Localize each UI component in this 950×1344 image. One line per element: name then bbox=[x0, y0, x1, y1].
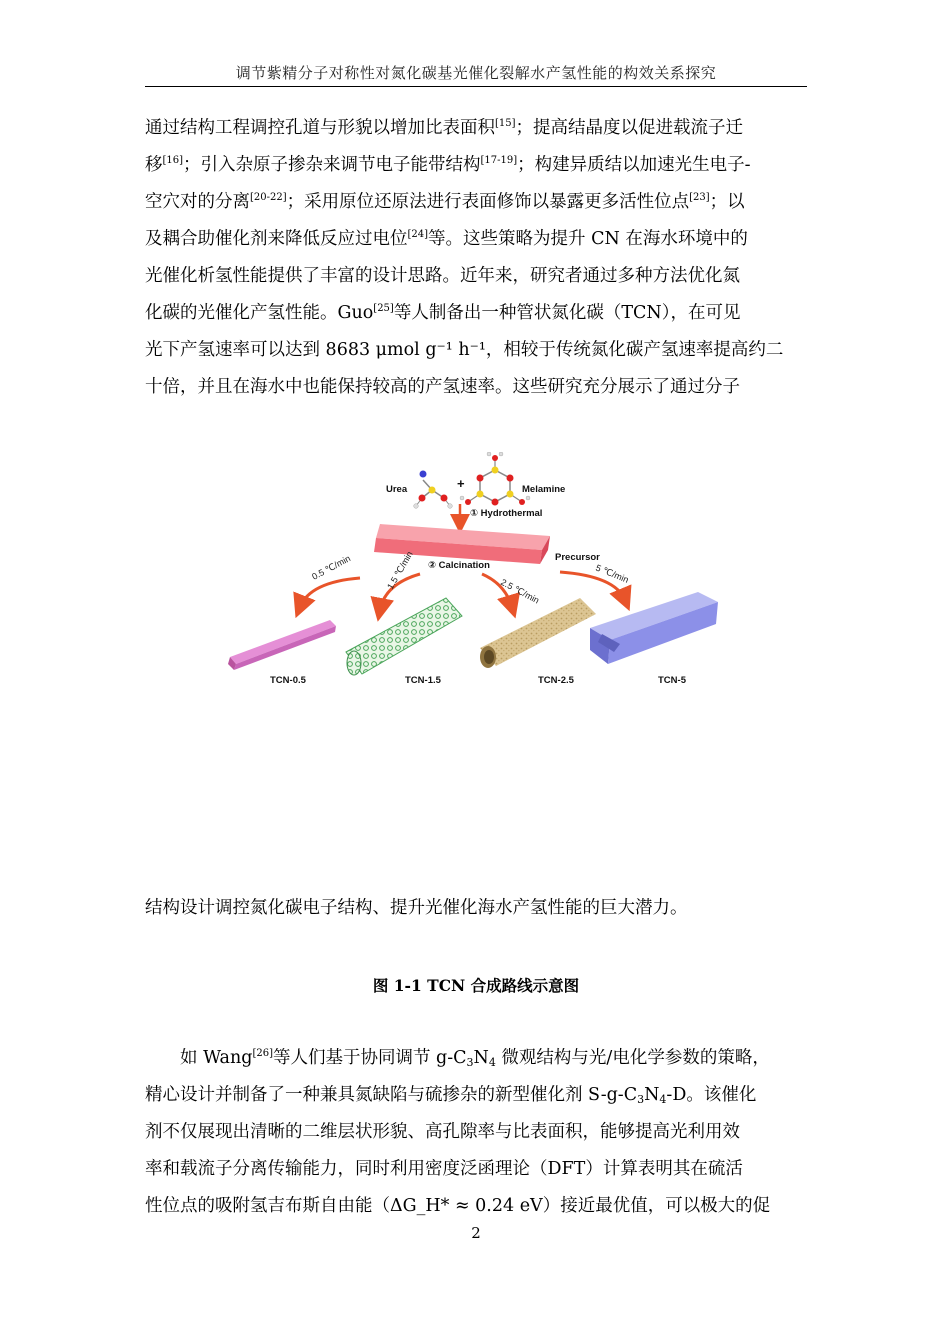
citation: [17-19] bbox=[480, 155, 518, 166]
page-number: 2 bbox=[471, 1224, 481, 1242]
paragraph-2 bbox=[145, 890, 807, 927]
plus-sign: + bbox=[457, 476, 465, 491]
urea-label: Urea bbox=[386, 484, 408, 495]
tcn-synthesis-figure bbox=[210, 452, 740, 692]
citation: [23] bbox=[689, 192, 710, 203]
tcn-0-5-label: TCN-0.5 bbox=[270, 675, 306, 686]
citation: [26] bbox=[252, 1048, 273, 1059]
p1-line-1: 通过结构工程调控孔道与形貌以增加比表面积[15]；提高结晶度以促进载流子迁 bbox=[145, 118, 744, 138]
header-rule bbox=[145, 86, 807, 87]
p1-line-5: 光催化析氢性能提供了丰富的设计思路。近年来，研究者通过多种方法优化氮 bbox=[145, 266, 740, 286]
citation: [24] bbox=[407, 229, 429, 240]
p1-line-3: 空穴对的分离[20-22]；采用原位还原法进行表面修饰以暴露更多活性位点[23]；以 bbox=[145, 192, 745, 212]
melamine-label: Melamine bbox=[522, 484, 566, 495]
tcn-1-5-product bbox=[346, 598, 462, 675]
rate-label-2-5: 2.5 ℃/min bbox=[499, 576, 541, 606]
tcn-1-5-label: TCN-1.5 bbox=[405, 675, 441, 686]
p1-line-7: 光下产氢速率可以达到 8683 μmol g⁻¹ h⁻¹，相较于传统氮化碳产氢速率提高约二 bbox=[145, 340, 784, 360]
tcn-5-label: TCN-5 bbox=[658, 675, 686, 686]
rate-label-1-5: 1.5 ℃/min bbox=[385, 549, 415, 591]
p3-line-3: 剂不仅展现出清晰的二维层状形貌、高孔隙率与比表面积，能够提高光利用效 bbox=[145, 1122, 740, 1142]
paragraph-3 bbox=[145, 1040, 807, 1225]
p2-line-1: 结构设计调控氮化碳电子结构、提升光催化海水产氢性能的巨大潜力。 bbox=[145, 898, 688, 918]
citation: [25] bbox=[373, 303, 394, 314]
melamine-molecule-icon bbox=[460, 452, 530, 506]
citation: [16] bbox=[162, 155, 184, 166]
p1-line-8: 十倍，并且在海水中也能保持较高的产氢速率。这些研究充分展示了通过分子 bbox=[145, 377, 740, 397]
p3-line-5: 性位点的吸附氢吉布斯自由能（ΔG_H* ≈ 0.24 eV）接近最优值，可以极大的促 bbox=[145, 1196, 771, 1216]
tcn-2-5-label: TCN-2.5 bbox=[538, 675, 574, 686]
running-header: 调节紫精分子对称性对氮化碳基光催化裂解水产氢性能的构效关系探究 bbox=[235, 64, 717, 82]
precursor-label: Precursor bbox=[555, 552, 600, 563]
rate-label-0-5: 0.5 ℃/min bbox=[310, 553, 353, 582]
p3-line-1: 如 Wang[26]等人们基于协同调节 $g-C_3N_4$ 微观结构与光/电化学参数的策略， bbox=[180, 1048, 770, 1069]
tcn-0-5-product bbox=[228, 620, 336, 670]
urea-molecule-icon bbox=[414, 471, 453, 509]
calcination-label: ② Calcination bbox=[428, 560, 490, 571]
rate-label-5: 5 ℃/min bbox=[594, 562, 631, 585]
hydrothermal-label: ① Hydrothermal bbox=[470, 508, 543, 519]
paragraph-1 bbox=[145, 110, 807, 406]
tcn-2-5-product bbox=[480, 598, 596, 668]
citation: [15] bbox=[495, 118, 516, 129]
p3-line-4: 率和载流子分离传输能力，同时利用密度泛函理论（DFT）计算表明其在硫活 bbox=[145, 1159, 743, 1179]
tcn-5-product bbox=[590, 592, 718, 664]
p1-line-4: 及耦合助催化剂来降低反应过电位[24]等。这些策略为提升 CN 在海水环境中的 bbox=[145, 229, 748, 249]
p1-line-2: 移[16]；引入杂原子掺杂来调节电子能带结构[17-19]；构建异质结以加速光生电子- bbox=[145, 155, 751, 175]
p3-line-2: 精心设计并制备了一种兼具氮缺陷与硫掺杂的新型催化剂 $S-g-C_3N_4-D$。该催化 bbox=[145, 1085, 757, 1106]
p1-line-6: 化碳的光催化产氢性能。Guo[25]等人制备出一种管状氮化碳（TCN），在可见 bbox=[145, 303, 741, 323]
citation: [20-22] bbox=[250, 192, 287, 203]
figure-caption: 图 1-1 TCN 合成路线示意图 bbox=[372, 976, 580, 995]
